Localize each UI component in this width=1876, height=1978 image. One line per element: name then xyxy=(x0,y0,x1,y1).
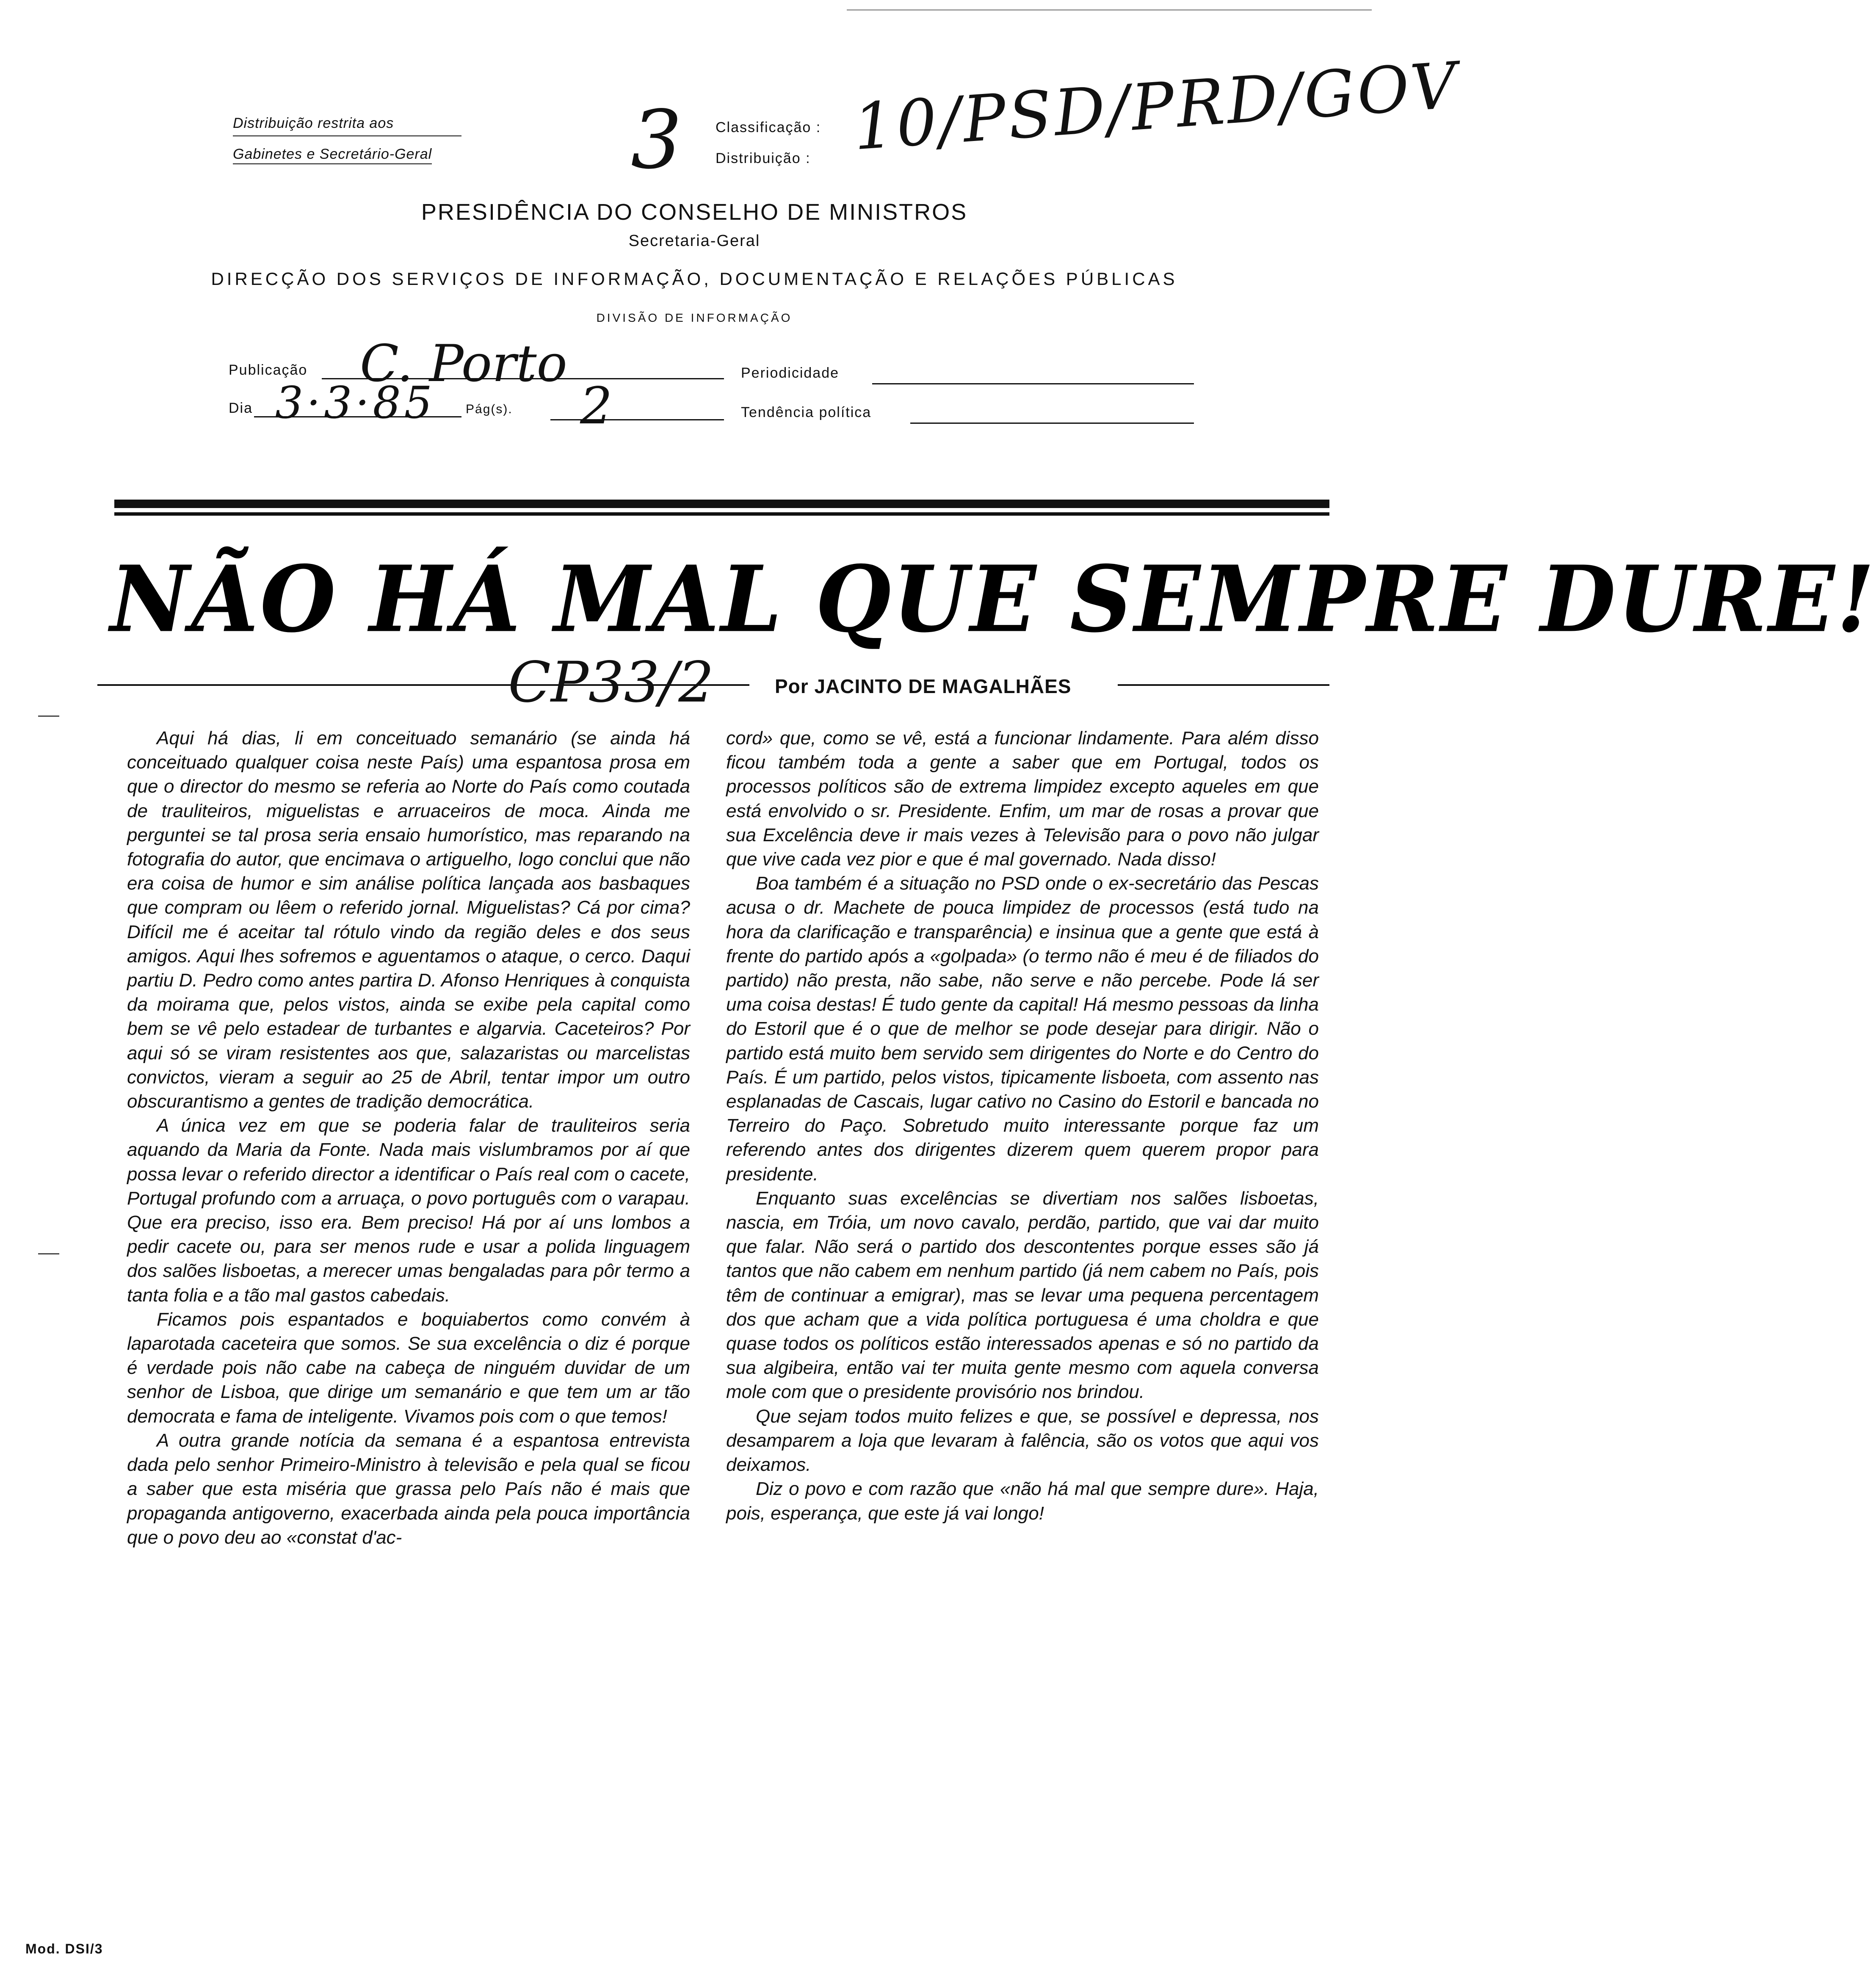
pages-label: Pág(s). xyxy=(466,402,513,416)
political-tendency-line xyxy=(910,423,1194,424)
right-paragraph-4: Que sejam todos muito felizes e que, se possível e depressa, nos desamparem a loja que levaram à falência, são os votos que aqui vos deixamos. xyxy=(726,1406,1319,1475)
byline-rule-right xyxy=(1118,684,1329,686)
handwritten-number: 3 xyxy=(631,93,682,187)
top-edge-line xyxy=(847,9,1372,11)
left-paragraph-2: A única vez em que se poderia falar de trauliteiros seria aquando da Maria da Fonte. Nada mais vislumbramos por aí que possa levar o referido director a identificar o País real com o cacete, Portugal profundo com a arruaça, o povo português com o varapau. Que era preciso, isso era. Bem preciso! Há por aí uns lombos a pedir cacete ou, para ser menos rude e usar a polida linguagem dos salões lisboetas, a merecer umas bengaladas para pôr termo a tanta folia e a tão mal gastos cabedais. xyxy=(127,1115,690,1306)
directorate: DIRECÇÃO DOS SERVIÇOS DE INFORMAÇÃO, DOCUMENTAÇÃO E RELAÇÕES PÚBLICAS xyxy=(211,269,1178,289)
periodicity-line xyxy=(872,383,1194,384)
periodicity-label: Periodicidade xyxy=(741,365,840,381)
left-column xyxy=(127,726,690,1550)
publication-value: C. Porto xyxy=(360,334,567,393)
left-paragraph-1: Aqui há dias, li em conceituado semanário (se ainda há conceituado qualquer coisa neste País) uma espantosa prosa em que o director do mesmo se referia ao Norte do País como coutada de trauliteiros, miguelistas e arruaceiros de moca. Ainda me perguntei se tal prosa seria ensaio humorístico, mas reparando na fotografia do autor, que encimava o artiguelho, logo conclui que não era coisa de humor e sim análise política lançada aos basbaques que compram ou lêem o referido jornal. Miguelistas? Cá por cima? Difícil me é aceitar tal rótulo vindo da região deles e dos seus amigos. Aqui lhes sofremos e aguentamos o ataque, o cerco. Daqui partiu D. Pedro como antes partira D. Afonso Henriques à conquista da moirama que, pelos vistos, ainda se exibe pela capital como bem se vê pelo estadear de turbantes e algarvia. Caceteiros? Por aqui só se viram resistentes aos que, salazaristas ou marcelistas convictos, vieram a seguir ao 25 de Abril, tentar impor um outro obscurantismo a gentes de tradição democrática. xyxy=(127,728,690,1112)
form-code: Mod. DSI/3 xyxy=(25,1941,103,1956)
margin-mark-2 xyxy=(38,1253,59,1254)
distribution-line-2: Gabinetes e Secretário-Geral xyxy=(233,146,432,164)
left-paragraph-4: A outra grande notícia da semana é a espantosa entrevista dada pelo senhor Primeiro-Ministro à televisão e pela qual se ficou a saber que esta miséria que grassa pelo País não é mais que propaganda antigoverno, exacerbada ainda pela pouca importância que o povo deu ao «constat d'ac- xyxy=(127,1430,690,1548)
right-paragraph-2: Boa também é a situação no PSD onde o ex-secretário das Pescas acusa o dr. Machete de pouca limpidez de processos (está tudo na hora da clarificação e transparência) e insinua que a gente que está à frente do partido após a «golpada» (o termo não é meu é de filiados do partido) não presta, não sabe, não serve e não percebe. Pode lá ser uma coisa destas! É tudo gente da capital! Há mesmo pessoas da linha do Estoril que é o que de melhor se pode desejar para dirigir. Não o partido está muito bem servido sem dirigentes do Norte e do Centro do País. É um partido, pelos vistos, tipicamente lisboeta, com assento nas esplanadas de Cascais, lugar cativo no Casino do Estoril e bancada no Terreiro do Paço. Sobretudo muito interessante porque faz um referendo antes dos dirigentes dizerem quem querem propor para presidente. xyxy=(726,873,1319,1185)
right-paragraph-3: Enquanto suas excelências se divertiam nos salões lisboetas, nascia, em Tróia, um novo cavalo, perdão, partido, que vai dar muito que falar. Não será o partido dos descontentes porque esses são já tantos que não cabem em nenhum partido (já nem cabem no País, pois têm de continuar a emigrar), mas se levar uma pequena percentagem dos que acham que a vida política portuguesa é uma choldra e que quase todos os políticos estão interessados apenas e só no partido da sua algibeira, então vai ter muita gente mesmo com aquela conversa mole com que o presidente provisório nos brindou. xyxy=(726,1188,1319,1403)
division: DIVISÃO DE INFORMAÇÃO xyxy=(596,311,793,324)
secretariat: Secretaria-Geral xyxy=(628,232,760,250)
day-label: Dia xyxy=(229,400,253,416)
right-column xyxy=(726,726,1319,1525)
byline: Por JACINTO DE MAGALHÃES xyxy=(775,675,1072,697)
day-value: 3·3·85 xyxy=(275,377,436,428)
handwritten-classification: 10/PSD/PRD/GOV xyxy=(851,49,1462,165)
distribution-line-1: Distribuição restrita aos xyxy=(233,115,394,131)
handwritten-reference: CP33/2 xyxy=(508,650,714,715)
right-paragraph-1: cord» que, como se vê, está a funcionar lindamente. Para além disso ficou também toda a gente a saber que em Portugal, todos os processos políticos são de extrema limpidez excepto aqueles em que está envolvido o sr. Presidente. Enfim, um mar de rosas a provar que sua Excelência deve ir mais vezes à Televisão para o povo não julgar que vive cada vez pior e que é mal governado. Nada disso! xyxy=(726,728,1319,870)
pages-line xyxy=(550,419,724,420)
political-tendency-label: Tendência política xyxy=(741,404,872,420)
heavy-rule-bottom xyxy=(114,512,1329,516)
pages-value: 2 xyxy=(580,377,613,436)
publication-label: Publicação xyxy=(229,362,308,378)
institution-title: PRESIDÊNCIA DO CONSELHO DE MINISTROS xyxy=(421,199,968,225)
heavy-rule-top xyxy=(114,500,1329,508)
right-paragraph-5: Diz o povo e com razão que «não há mal que sempre dure». Haja, pois, esperança, que este já vai longo! xyxy=(726,1478,1319,1524)
classification-label: Classificação : xyxy=(716,119,821,135)
headline: NÃO HÁ MAL QUE SEMPRE DURE! xyxy=(110,546,1876,653)
distribution-label: Distribuição : xyxy=(716,150,811,166)
distribution-underline-1 xyxy=(233,135,461,136)
margin-mark-1 xyxy=(38,716,59,717)
left-paragraph-3: Ficamos pois espantados e boquiabertos como convém à laparotada caceteira que somos. Se sua excelência o diz é porque é verdade pois não cabe na cabeça de ninguém duvidar de um senhor de Lisboa, que dirige um semanário e que tem um ar tão democrata e fama de inteligente. Vivamos pois com o que temos! xyxy=(127,1309,690,1427)
